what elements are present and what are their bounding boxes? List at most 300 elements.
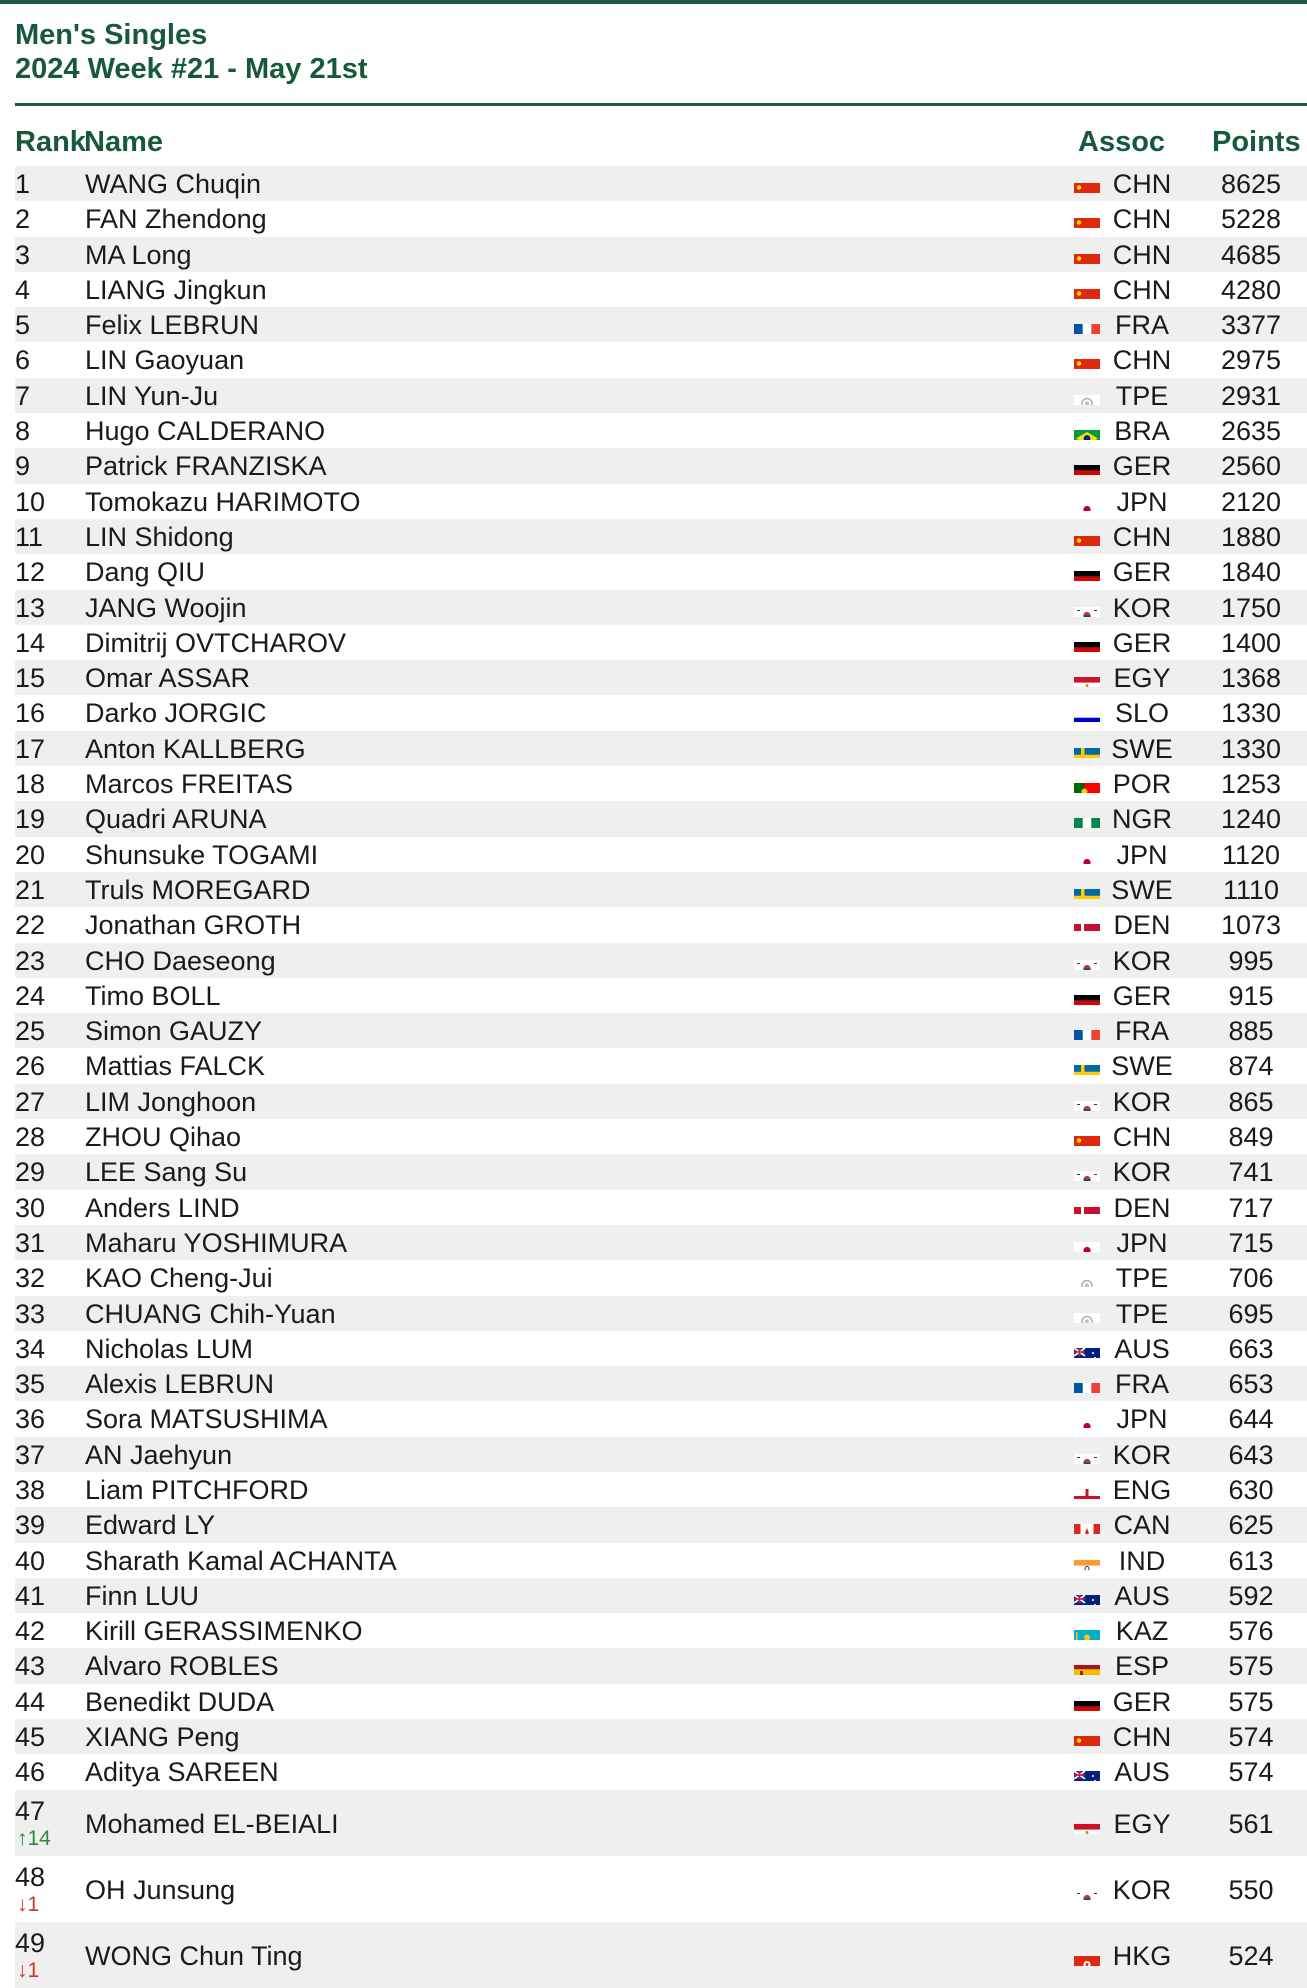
assoc-cell: IND <box>1118 1545 1166 1576</box>
assoc-cell: ESP <box>1114 1651 1170 1682</box>
table-row <box>15 695 1307 730</box>
table-row <box>15 1578 1307 1613</box>
player-name-cell: FAN Zhendong <box>85 204 267 235</box>
points-cell: 644 <box>1228 1404 1274 1435</box>
rank-cell: 4 <box>15 274 31 305</box>
assoc-cell: AUS <box>1114 1757 1170 1788</box>
china-flag-icon <box>1074 1129 1100 1146</box>
points-cell: 3377 <box>1220 310 1282 341</box>
table-row <box>15 1190 1307 1225</box>
player-name-cell: Felix LEBRUN <box>85 310 260 341</box>
table-row <box>15 1260 1307 1295</box>
table-row <box>15 413 1307 448</box>
table-row <box>15 1754 1307 1789</box>
table-row <box>15 237 1307 272</box>
rank-change-indicator: ↓1 <box>17 1892 40 1916</box>
points-cell: 741 <box>1228 1157 1274 1188</box>
player-name-cell: CHO Daeseong <box>85 945 276 976</box>
chinese-taipei-flag-icon <box>1074 1270 1100 1287</box>
table-row <box>15 766 1307 801</box>
player-name-cell: Aditya SAREEN <box>85 1757 279 1788</box>
points-cell: 561 <box>1228 1808 1274 1839</box>
rank-cell: 5 <box>15 310 31 341</box>
table-row <box>15 1613 1307 1648</box>
sweden-flag-icon <box>1074 1058 1100 1075</box>
rank-cell: 11 <box>15 521 44 552</box>
table-row <box>15 1154 1307 1189</box>
assoc-cell: BRA <box>1114 416 1170 447</box>
rank-cell: 8 <box>15 416 31 447</box>
player-name-cell: ZHOU Qihao <box>85 1122 242 1153</box>
assoc-cell: CHN <box>1112 274 1172 305</box>
rank-cell: 36 <box>15 1404 46 1435</box>
points-cell: 575 <box>1228 1686 1274 1717</box>
rank-cell: 13 <box>15 592 46 623</box>
assoc-cell: KOR <box>1112 1874 1172 1905</box>
assoc-cell: KOR <box>1112 1157 1172 1188</box>
chinese-taipei-flag-icon <box>1074 388 1100 405</box>
player-name-cell: OH Junsung <box>85 1874 236 1905</box>
rank-cell: 44 <box>15 1686 46 1717</box>
points-cell: 1400 <box>1220 627 1282 658</box>
assoc-cell: CHN <box>1112 204 1172 235</box>
france-flag-icon <box>1074 317 1100 334</box>
points-cell: 874 <box>1228 1051 1274 1082</box>
germany-flag-icon <box>1074 1694 1100 1711</box>
player-name-cell: Patrick FRANZISKA <box>85 451 327 482</box>
table-row <box>15 342 1307 377</box>
rank-cell: 23 <box>15 945 46 976</box>
assoc-cell: KOR <box>1112 592 1172 623</box>
spain-flag-icon <box>1074 1658 1100 1675</box>
points-cell: 1750 <box>1220 592 1282 623</box>
sweden-flag-icon <box>1074 741 1100 758</box>
points-cell: 706 <box>1228 1263 1274 1294</box>
points-cell: 625 <box>1228 1510 1274 1541</box>
rank-cell: 20 <box>15 839 46 870</box>
player-name-cell: Finn LUU <box>85 1580 200 1611</box>
assoc-cell: SWE <box>1111 1051 1173 1082</box>
assoc-cell: CHN <box>1112 169 1172 199</box>
points-cell: 885 <box>1228 1016 1274 1047</box>
table-row <box>15 1119 1307 1154</box>
china-flag-icon <box>1074 282 1100 299</box>
rank-cell: 18 <box>15 769 46 800</box>
korea-flag-icon <box>1074 953 1100 970</box>
denmark-flag-icon <box>1074 1200 1100 1217</box>
table-row <box>15 1922 1307 1988</box>
egypt-flag-icon <box>1074 670 1100 687</box>
player-name-cell: Quadri ARUNA <box>85 804 267 835</box>
top-rule <box>0 0 1307 4</box>
korea-flag-icon <box>1074 1447 1100 1464</box>
france-flag-icon <box>1074 1376 1100 1393</box>
player-name-cell: AN Jaehyun <box>85 1439 233 1470</box>
player-name-cell: Tomokazu HARIMOTO <box>85 486 361 517</box>
player-name-cell: Maharu YOSHIMURA <box>85 1227 348 1258</box>
rank-cell: 7 <box>15 380 31 411</box>
points-cell: 915 <box>1228 980 1274 1011</box>
points-cell: 1253 <box>1220 769 1282 800</box>
assoc-cell: FRA <box>1115 1016 1169 1047</box>
table-row <box>15 1684 1307 1719</box>
player-name-cell: WONG Chun Ting <box>85 1940 303 1971</box>
player-name-cell: Sharath Kamal ACHANTA <box>85 1545 397 1576</box>
england-flag-icon <box>1074 1482 1100 1499</box>
player-name-cell: WANG Chuqin <box>85 169 262 199</box>
points-cell: 849 <box>1228 1122 1274 1153</box>
rank-cell: 35 <box>15 1369 46 1400</box>
table-row <box>15 201 1307 236</box>
column-header-assoc: Assoc <box>1078 126 1166 158</box>
table-row <box>15 1331 1307 1366</box>
rank-cell: 28 <box>15 1122 46 1153</box>
chinese-taipei-flag-icon <box>1074 1306 1100 1323</box>
assoc-cell: KOR <box>1112 945 1172 976</box>
assoc-cell: TPE <box>1115 1263 1169 1294</box>
rank-cell: 26 <box>15 1051 46 1082</box>
assoc-cell: CHN <box>1112 1122 1172 1153</box>
table-row <box>15 1790 1307 1856</box>
points-cell: 1073 <box>1220 910 1282 941</box>
china-flag-icon <box>1074 176 1100 193</box>
rank-cell: 6 <box>15 345 31 376</box>
player-name-cell: LIN Yun-Ju <box>85 380 219 411</box>
rank-cell: 15 <box>15 663 46 694</box>
page-title: Men's Singles <box>15 19 208 51</box>
table-row <box>15 1719 1307 1754</box>
assoc-cell: KAZ <box>1115 1616 1169 1647</box>
column-header-points: Points <box>1212 126 1301 158</box>
rank-cell: 3 <box>15 239 31 270</box>
assoc-cell: CHN <box>1112 1722 1172 1753</box>
player-name-cell: Alexis LEBRUN <box>85 1369 275 1400</box>
rank-cell: 21 <box>15 874 46 905</box>
table-row <box>15 872 1307 907</box>
hong-kong-flag-icon <box>1074 1949 1100 1966</box>
table-row <box>15 1507 1307 1542</box>
table-row <box>15 907 1307 942</box>
player-name-cell: LIM Jonghoon <box>85 1086 257 1117</box>
denmark-flag-icon <box>1074 917 1100 934</box>
china-flag-icon <box>1074 247 1100 264</box>
player-name-cell: Benedikt DUDA <box>85 1686 275 1717</box>
germany-flag-icon <box>1074 635 1100 652</box>
assoc-cell: TPE <box>1115 1298 1169 1329</box>
table-row <box>15 1401 1307 1436</box>
player-name-cell: Omar ASSAR <box>85 663 251 694</box>
australia-flag-icon <box>1074 1588 1100 1605</box>
player-name-cell: KAO Cheng-Jui <box>85 1263 273 1294</box>
table-row <box>15 1225 1307 1260</box>
china-flag-icon <box>1074 211 1100 228</box>
korea-flag-icon <box>1074 1883 1100 1900</box>
rank-change-indicator: ↓1 <box>17 1958 40 1982</box>
table-row <box>15 272 1307 307</box>
rank-cell: 24 <box>15 980 46 1011</box>
germany-flag-icon <box>1074 988 1100 1005</box>
points-cell: 1330 <box>1220 698 1282 729</box>
player-name-cell: XIANG Peng <box>85 1722 240 1753</box>
points-cell: 4685 <box>1220 239 1282 270</box>
kazakhstan-flag-icon <box>1074 1623 1100 1640</box>
slovenia-flag-icon <box>1074 705 1100 722</box>
points-cell: 576 <box>1228 1616 1274 1647</box>
player-name-cell: LEE Sang Su <box>85 1157 248 1188</box>
rank-cell: 2 <box>15 204 31 235</box>
portugal-flag-icon <box>1074 776 1100 793</box>
points-cell: 1120 <box>1221 839 1281 870</box>
assoc-cell: NGR <box>1112 804 1172 835</box>
player-name-cell: LIN Gaoyuan <box>85 345 245 376</box>
rank-cell: 33 <box>15 1298 46 1329</box>
assoc-cell: AUS <box>1114 1333 1170 1364</box>
player-name-cell: Liam PITCHFORD <box>85 1474 309 1505</box>
column-header-rank: Rank <box>15 126 86 158</box>
assoc-cell: DEN <box>1113 910 1171 941</box>
rank-cell: 48 <box>15 1861 46 1892</box>
header-rule <box>15 103 1307 106</box>
points-cell: 1240 <box>1220 804 1282 835</box>
points-cell: 1840 <box>1220 557 1282 588</box>
points-cell: 2975 <box>1220 345 1282 376</box>
points-cell: 663 <box>1228 1333 1274 1364</box>
points-cell: 4280 <box>1220 274 1282 305</box>
france-flag-icon <box>1074 1023 1100 1040</box>
canada-flag-icon <box>1074 1517 1100 1534</box>
player-name-cell: JANG Woojin <box>85 592 247 623</box>
rank-cell: 46 <box>15 1757 46 1788</box>
table-row <box>15 1296 1307 1331</box>
germany-flag-icon <box>1074 458 1100 475</box>
table-row <box>15 1856 1307 1922</box>
assoc-cell: AUS <box>1114 1580 1170 1611</box>
player-name-cell: Edward LY <box>85 1510 216 1541</box>
table-row <box>15 166 1307 201</box>
rank-cell: 32 <box>15 1263 46 1294</box>
rank-cell: 37 <box>15 1439 46 1470</box>
player-name-cell: Jonathan GROTH <box>85 910 302 941</box>
china-flag-icon <box>1074 529 1100 546</box>
player-name-cell: LIANG Jingkun <box>85 274 267 305</box>
china-flag-icon <box>1074 352 1100 369</box>
rank-change-indicator: ↑14 <box>17 1826 51 1850</box>
points-cell: 715 <box>1228 1227 1274 1258</box>
rank-cell: 19 <box>15 804 46 835</box>
brazil-flag-icon <box>1074 423 1100 440</box>
assoc-cell: CHN <box>1112 239 1172 270</box>
points-cell: 865 <box>1228 1086 1274 1117</box>
assoc-cell: GER <box>1112 1686 1172 1717</box>
assoc-cell: FRA <box>1115 310 1169 341</box>
assoc-cell: FRA <box>1115 1369 1169 1400</box>
australia-flag-icon <box>1074 1341 1100 1358</box>
table-row <box>15 1013 1307 1048</box>
points-cell: 575 <box>1228 1651 1274 1682</box>
assoc-cell: JPN <box>1116 1227 1168 1258</box>
points-cell: 1330 <box>1220 733 1282 764</box>
australia-flag-icon <box>1074 1764 1100 1781</box>
table-row <box>15 590 1307 625</box>
assoc-cell: JPN <box>1116 486 1168 517</box>
rank-cell: 39 <box>15 1510 46 1541</box>
korea-flag-icon <box>1074 1164 1100 1181</box>
player-name-cell: Timo BOLL <box>85 980 221 1011</box>
assoc-cell: GER <box>1112 627 1172 658</box>
rank-cell: 17 <box>15 733 46 764</box>
points-cell: 574 <box>1228 1722 1274 1753</box>
nigeria-flag-icon <box>1074 811 1100 828</box>
rank-cell: 14 <box>15 627 46 658</box>
table-row <box>15 943 1307 978</box>
table-row <box>15 1648 1307 1683</box>
table-row <box>15 978 1307 1013</box>
player-name-cell: Kirill GERASSIMENKO <box>85 1616 363 1647</box>
player-name-cell: CHUANG Chih-Yuan <box>85 1298 336 1329</box>
assoc-cell: SLO <box>1114 698 1170 729</box>
rank-cell: 41 <box>15 1580 46 1611</box>
table-header <box>0 124 1307 164</box>
table-row <box>15 519 1307 554</box>
table-row <box>15 1437 1307 1472</box>
japan-flag-icon <box>1074 847 1100 864</box>
rankings-table <box>15 166 1307 1988</box>
assoc-cell: CHN <box>1112 521 1172 552</box>
player-name-cell: Dimitrij OVTCHAROV <box>85 627 346 658</box>
rank-cell: 43 <box>15 1651 46 1682</box>
assoc-cell: SWE <box>1111 733 1173 764</box>
assoc-cell: KOR <box>1112 1439 1172 1470</box>
assoc-cell: SWE <box>1111 874 1173 905</box>
rank-cell: 27 <box>15 1086 46 1117</box>
title-block <box>15 18 368 86</box>
japan-flag-icon <box>1074 1411 1100 1428</box>
player-name-cell: Shunsuke TOGAMI <box>85 839 319 870</box>
table-row <box>15 1048 1307 1083</box>
points-cell: 2635 <box>1220 416 1282 447</box>
assoc-cell: POR <box>1112 769 1172 800</box>
points-cell: 2931 <box>1220 380 1282 411</box>
player-name-cell: Hugo CALDERANO <box>85 416 326 447</box>
assoc-cell: KOR <box>1112 1086 1172 1117</box>
japan-flag-icon <box>1074 1235 1100 1252</box>
rank-cell: 38 <box>15 1474 46 1505</box>
assoc-cell: JPN <box>1116 1404 1168 1435</box>
assoc-cell: ENG <box>1112 1474 1172 1505</box>
rank-cell: 30 <box>15 1192 46 1223</box>
player-name-cell: Nicholas LUM <box>85 1333 254 1364</box>
germany-flag-icon <box>1074 564 1100 581</box>
player-name-cell: LIN Shidong <box>85 521 234 552</box>
assoc-cell: DEN <box>1113 1192 1171 1223</box>
player-name-cell: Mattias FALCK <box>85 1051 266 1082</box>
table-row <box>15 378 1307 413</box>
assoc-cell: GER <box>1112 451 1172 482</box>
table-row <box>15 1472 1307 1507</box>
points-cell: 5228 <box>1220 204 1282 235</box>
japan-flag-icon <box>1074 494 1100 511</box>
rank-cell: 45 <box>15 1722 46 1753</box>
table-row <box>15 554 1307 589</box>
rank-cell: 34 <box>15 1333 46 1364</box>
assoc-cell: HKG <box>1112 1940 1172 1971</box>
table-row <box>15 837 1307 872</box>
points-cell: 717 <box>1228 1192 1274 1223</box>
assoc-cell: CHN <box>1112 345 1172 376</box>
points-cell: 643 <box>1228 1439 1274 1470</box>
table-row <box>15 484 1307 519</box>
points-cell: 1368 <box>1220 663 1282 694</box>
points-cell: 630 <box>1228 1474 1274 1505</box>
table-row <box>15 1543 1307 1578</box>
player-name-cell: Marcos FREITAS <box>85 769 294 800</box>
table-row <box>15 448 1307 483</box>
points-cell: 574 <box>1228 1757 1274 1788</box>
points-cell: 592 <box>1228 1580 1274 1611</box>
india-flag-icon <box>1074 1553 1100 1570</box>
table-row <box>15 731 1307 766</box>
table-row <box>15 307 1307 342</box>
table-row <box>15 801 1307 836</box>
rank-cell: 1 <box>15 169 31 199</box>
points-cell: 524 <box>1228 1940 1274 1971</box>
points-cell: 995 <box>1228 945 1274 976</box>
points-cell: 1880 <box>1220 521 1282 552</box>
rank-cell: 25 <box>15 1016 46 1047</box>
korea-flag-icon <box>1074 1094 1100 1111</box>
player-name-cell: Darko JORGIC <box>85 698 267 729</box>
player-name-cell: MA Long <box>85 239 192 270</box>
points-cell: 8625 <box>1220 169 1282 199</box>
sweden-flag-icon <box>1074 882 1100 899</box>
rank-cell: 16 <box>15 698 46 729</box>
table-row <box>15 625 1307 660</box>
assoc-cell: CAN <box>1113 1510 1171 1541</box>
points-cell: 2120 <box>1220 486 1282 517</box>
points-cell: 550 <box>1228 1874 1274 1905</box>
rank-cell: 12 <box>15 557 46 588</box>
table-row <box>15 1084 1307 1119</box>
player-name-cell: Simon GAUZY <box>85 1016 263 1047</box>
rank-cell: 40 <box>15 1545 46 1576</box>
rank-cell: 22 <box>15 910 46 941</box>
points-cell: 653 <box>1228 1369 1274 1400</box>
rank-cell: 31 <box>15 1227 46 1258</box>
points-cell: 1110 <box>1222 874 1280 905</box>
page-subtitle: 2024 Week #21 - May 21st <box>15 53 368 85</box>
player-name-cell: Truls MOREGARD <box>85 874 311 905</box>
korea-flag-icon <box>1074 600 1100 617</box>
assoc-cell: GER <box>1112 557 1172 588</box>
rank-cell: 10 <box>15 486 46 517</box>
assoc-cell: EGY <box>1113 1808 1171 1839</box>
table-row <box>15 660 1307 695</box>
assoc-cell: EGY <box>1113 663 1171 694</box>
player-name-cell: Sora MATSUSHIMA <box>85 1404 328 1435</box>
player-name-cell: Anders LIND <box>85 1192 240 1223</box>
assoc-cell: TPE <box>1115 380 1169 411</box>
player-name-cell: Alvaro ROBLES <box>85 1651 279 1682</box>
points-cell: 2560 <box>1220 451 1282 482</box>
assoc-cell: JPN <box>1116 839 1168 870</box>
rank-cell: 9 <box>15 451 31 482</box>
player-name-cell: Anton KALLBERG <box>85 733 306 764</box>
egypt-flag-icon <box>1074 1817 1100 1834</box>
assoc-cell: GER <box>1112 980 1172 1011</box>
rank-cell: 49 <box>15 1927 46 1958</box>
china-flag-icon <box>1074 1729 1100 1746</box>
rank-cell: 29 <box>15 1157 46 1188</box>
